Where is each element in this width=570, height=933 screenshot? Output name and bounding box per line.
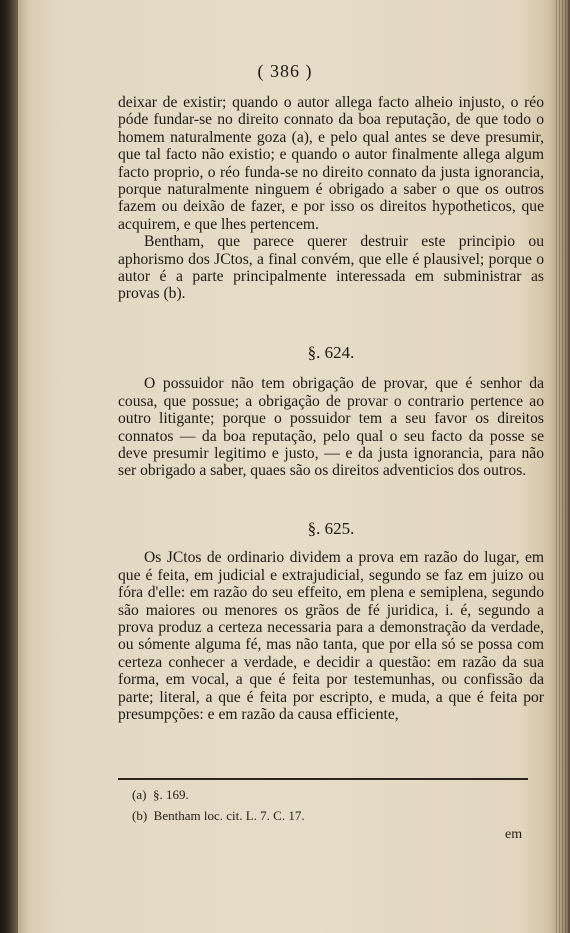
paragraph: O possuidor não tem obrigação de provar, que é senhor da cousa, que possue; a obrigação de provar o contrario pertence ao outro litigante; porque o possuidor tem a seu favor os direitos connatos — da boa reputação, pelo qual o seu facto da posse se deve presumir legitimo e justo, — e da justa ignorancia, para não ser obrigado a saber, quaes são os direitos adventicios dos outros. [118, 375, 544, 480]
binding-gutter [0, 0, 18, 933]
footnote [132, 787, 189, 803]
paragraph: deixar de existir; quando o autor allega facto alheio injusto, o réo póde fundar-se no direito connato da boa reputação, de que todo o homem naturalmente goza (a), e pelo qual antes se deve presumir, que tal facto não existio; e quando o autor finalmente allega algum facto proprio, o réo funda-se no direito connato da justa ignorancia, porque naturalmente ninguem é obrigado a saber o que os outros fazem ou deixão de fazer, e por isso os direitos hypotheticos, que acquirem, e que lhes pertencem. [118, 94, 544, 233]
text-block-1 [118, 94, 544, 303]
page-number: ( 386 ) [257, 61, 313, 81]
footnote-mark: (a) [132, 787, 147, 802]
paragraph: Os JCtos de ordinario dividem a prova em razão do lugar, em que é feita, em judicial e extrajudicial, segundo se faz em juizo ou fóra d'elle: em razão do seu effeito, em plena e semiplena, segundo são maiores ou menores os grãos de fé juridica, i. é, segundo a prova produz a certeza necessaria para a demonstração da verdade, ou sómente alguma fé, mas não tanta, que por ella só se possa com certeza conhecer a verdade, e decidir a questão: em razão da sua forma, em vocal, a que é feita por testemunhas, ou confissão da parte; literal, a que é feita por escripto, e muda, a que é feita por presumpções: e em razão da causa efficiente, [118, 549, 544, 724]
footnote-text: Bentham loc. cit. L. 7. C. 17. [153, 808, 305, 823]
footnote-mark: (b) [132, 808, 148, 823]
page-edges [556, 0, 570, 933]
section-heading: §. 624. [307, 343, 355, 362]
footnote-text: §. 169. [152, 787, 189, 802]
section-heading: §. 625. [307, 519, 355, 538]
paragraph: Bentham, que parece querer destruir este principio ou aphorismo dos JCtos, a final convém, que elle é plausivel; porque o autor é a parte principalmente interessada em subministrar as provas (b). [118, 233, 544, 303]
footnote-rule [118, 778, 528, 780]
text-block-2 [118, 344, 544, 480]
catchword: em [505, 827, 523, 842]
footnote [132, 808, 305, 824]
text-block-3 [118, 520, 544, 723]
